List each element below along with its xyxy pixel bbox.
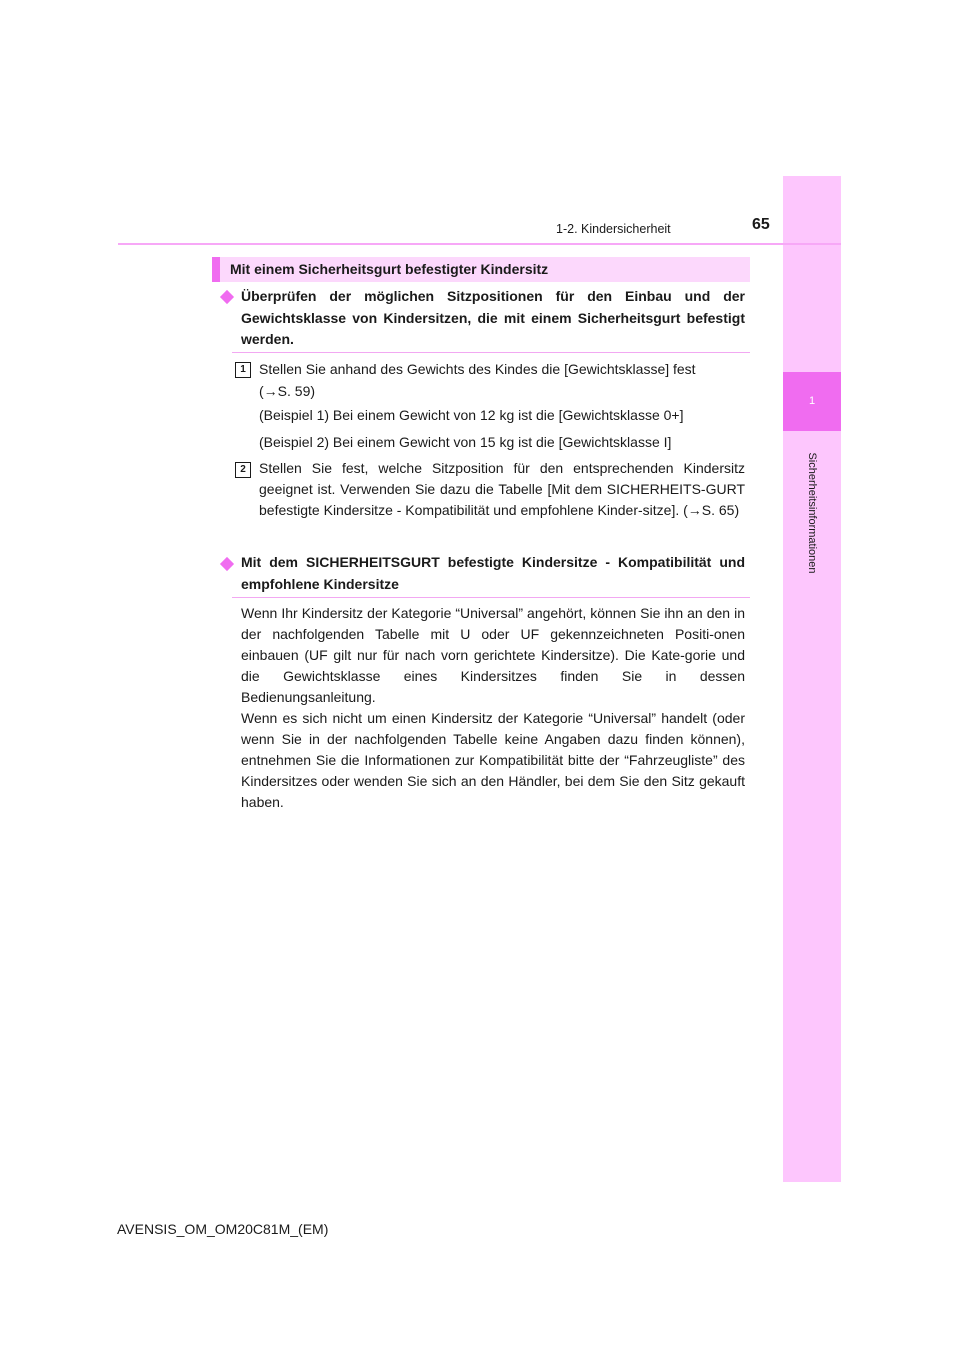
chapter-title-text: Sicherheitsinformationen [806,452,818,574]
step1-text: Stellen Sie anhand des Gewichts des Kindes die [Gewichtsklasse] fest [259,361,696,377]
step1-ref: (→S. 59) [259,383,316,399]
diamond-bullet-icon [220,557,234,571]
sidebar-strip [783,176,841,1182]
block2-rule [232,597,750,598]
section-title-bar: Mit einem Sicherheitsgurt befestigter Kindersitz [212,257,750,282]
header-rule [118,243,841,245]
step-number-2: 2 [235,462,251,478]
block1-heading: Überprüfen der möglichen Sitzpositionen für den Einbau und der Gewichtsklasse von Kindersitzen, die mit einem Sicherheitsgurt befestigt werden. [241,288,745,347]
step1-example1: (Beispiel 1) Bei einem Gewicht von 12 kg ist die [Gewichtsklasse 0+] [259,407,684,423]
block1-rule [232,352,750,353]
step2-text: Stellen Sie fest, welche Sitzposition für den entsprechenden Kindersitz geeignet ist. Verwenden Sie dazu die Tabelle [Mit dem SICHERHEITS-GURT befestigte Kindersitze - Kompatibilität und empfohlene Kinder-sitze]. (→S. 65) [259,460,745,518]
header-section-title: 1-2. Kindersicherheit [556,222,671,236]
block2-heading: Mit dem SICHERHEITSGURT befestigte Kindersitze - Kompatibilität und empfohlene Kindersitze [241,554,745,592]
page-number: 65 [752,216,770,233]
block2-para2: Wenn es sich nicht um einen Kindersitz der Kategorie “Universal” handelt (oder wenn Sie in der nachfolgenden Tabelle keine Angaben dazu finden können), entnehmen Sie die Informationen zur Kompatibilität bitte der “Fahrzeugliste” des Kindersitzes oder wenden Sie sich an den Händler, bei dem Sie den Sitz gekauft haben. [241,710,745,810]
chapter-tab: 1 [783,372,841,431]
step-number-1: 1 [235,362,251,378]
step1-example2: (Beispiel 2) Bei einem Gewicht von 15 kg ist die [Gewichtsklasse I] [259,434,672,450]
chapter-title [783,438,841,588]
diamond-bullet-icon [220,290,234,304]
footer-doc-id: AVENSIS_OM_OM20C81M_(EM) [117,1221,329,1237]
block2-para1: Wenn Ihr Kindersitz der Kategorie “Universal” angehört, können Sie ihn an den in der nachfolgenden Tabelle mit U oder UF gekennzeichneten Positi-onen einbauen (UF gilt nur für nach vorn gerichtete Kindersitze). Die Kate-gorie und die Gewichtsklasse eines Kindersitzes finden Sie in dessen Bedienungsanleitung. [241,605,745,705]
